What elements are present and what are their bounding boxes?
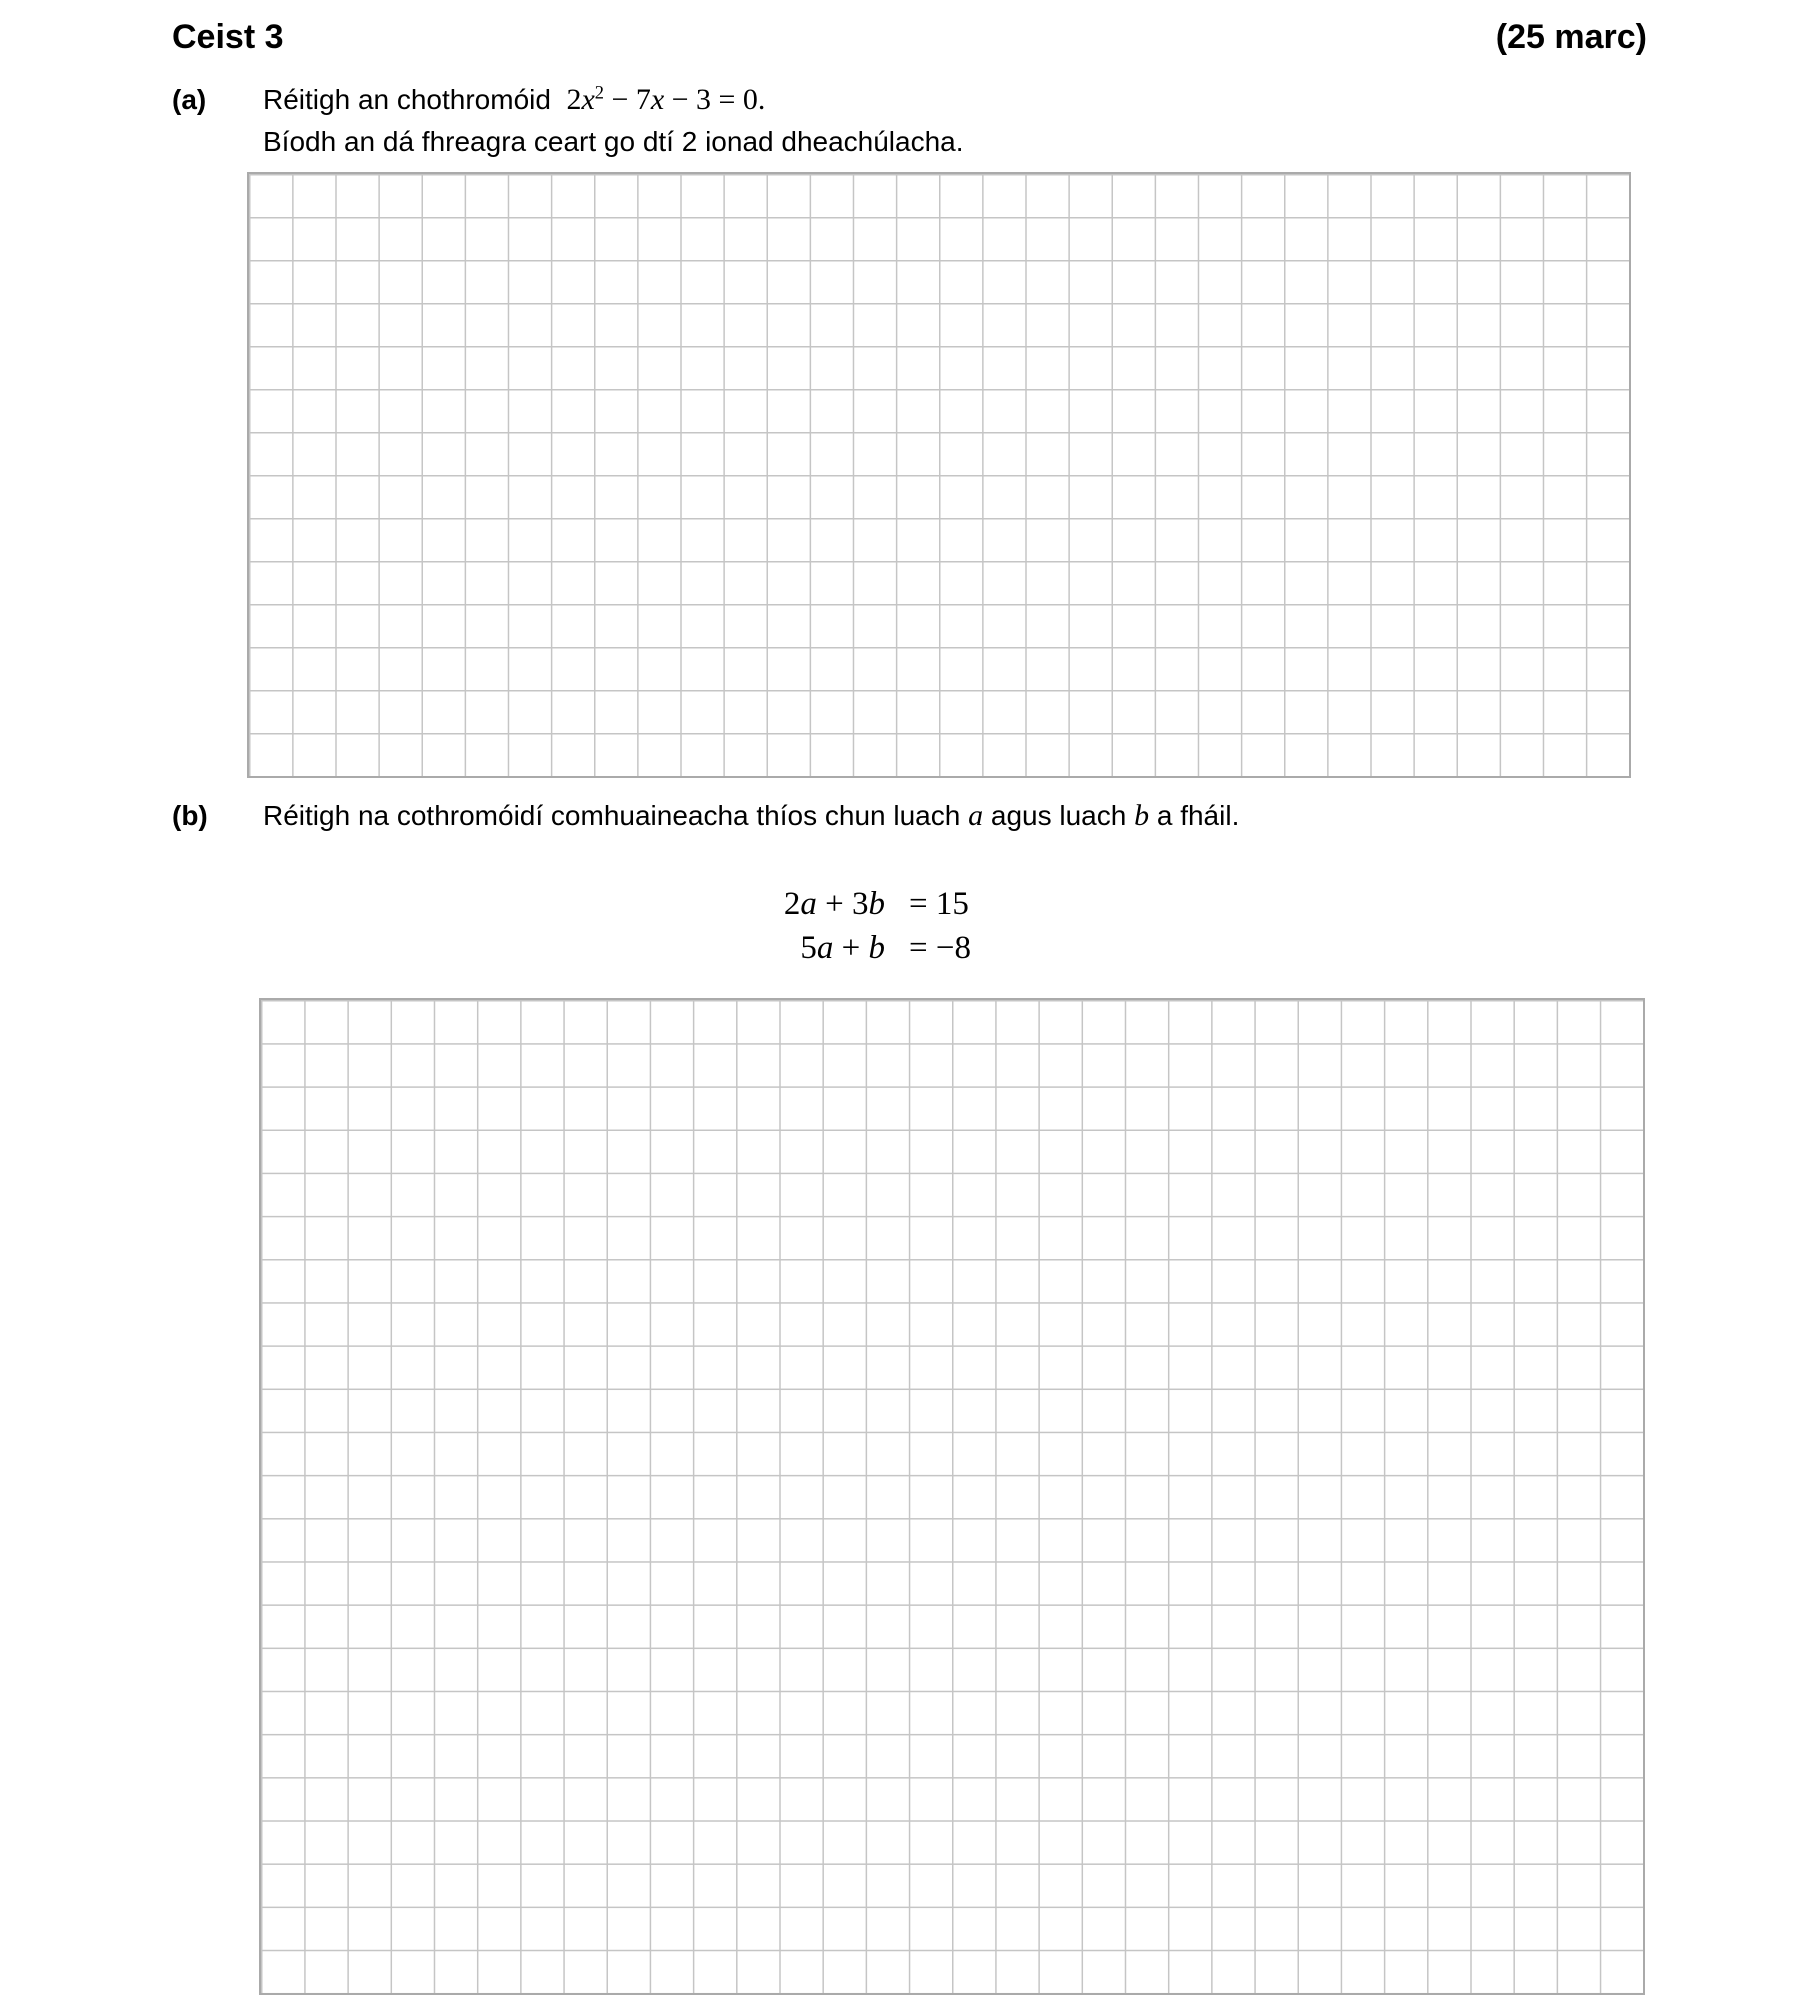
equation-1-rhs: = 15 <box>909 886 969 922</box>
question-title: Ceist 3 <box>172 18 284 56</box>
part-a-instruction-line-2: Bíodh an dá fhreagra ceart go dtí 2 ionad dheachúlacha. <box>263 126 964 157</box>
equation-2-lhs: 5a + b <box>800 930 885 966</box>
part-b-instructions: Réitigh na cothromóidí comhuaineacha thíos chun luach a agus luach b a fháil. <box>263 799 1240 832</box>
simultaneous-equations <box>695 882 971 970</box>
part-a-label: (a) <box>172 84 207 115</box>
equation-1-lhs: 2a + 3b <box>783 886 885 922</box>
equation-2-rhs: = −8 <box>909 930 971 966</box>
part-b-label: (b) <box>172 800 208 831</box>
question-marks-label: (25 marc) <box>1495 18 1647 56</box>
answer-grid-part-b <box>259 998 1645 1995</box>
equation-row-1 <box>695 882 971 926</box>
answer-grid-part-a <box>247 172 1631 778</box>
equation-row-2 <box>695 926 971 970</box>
part-a-instruction-line-1: Réitigh an chothromóid $2x^2 - 7x - 3 = 0$. <box>263 82 766 116</box>
part-a-instructions <box>263 79 964 163</box>
